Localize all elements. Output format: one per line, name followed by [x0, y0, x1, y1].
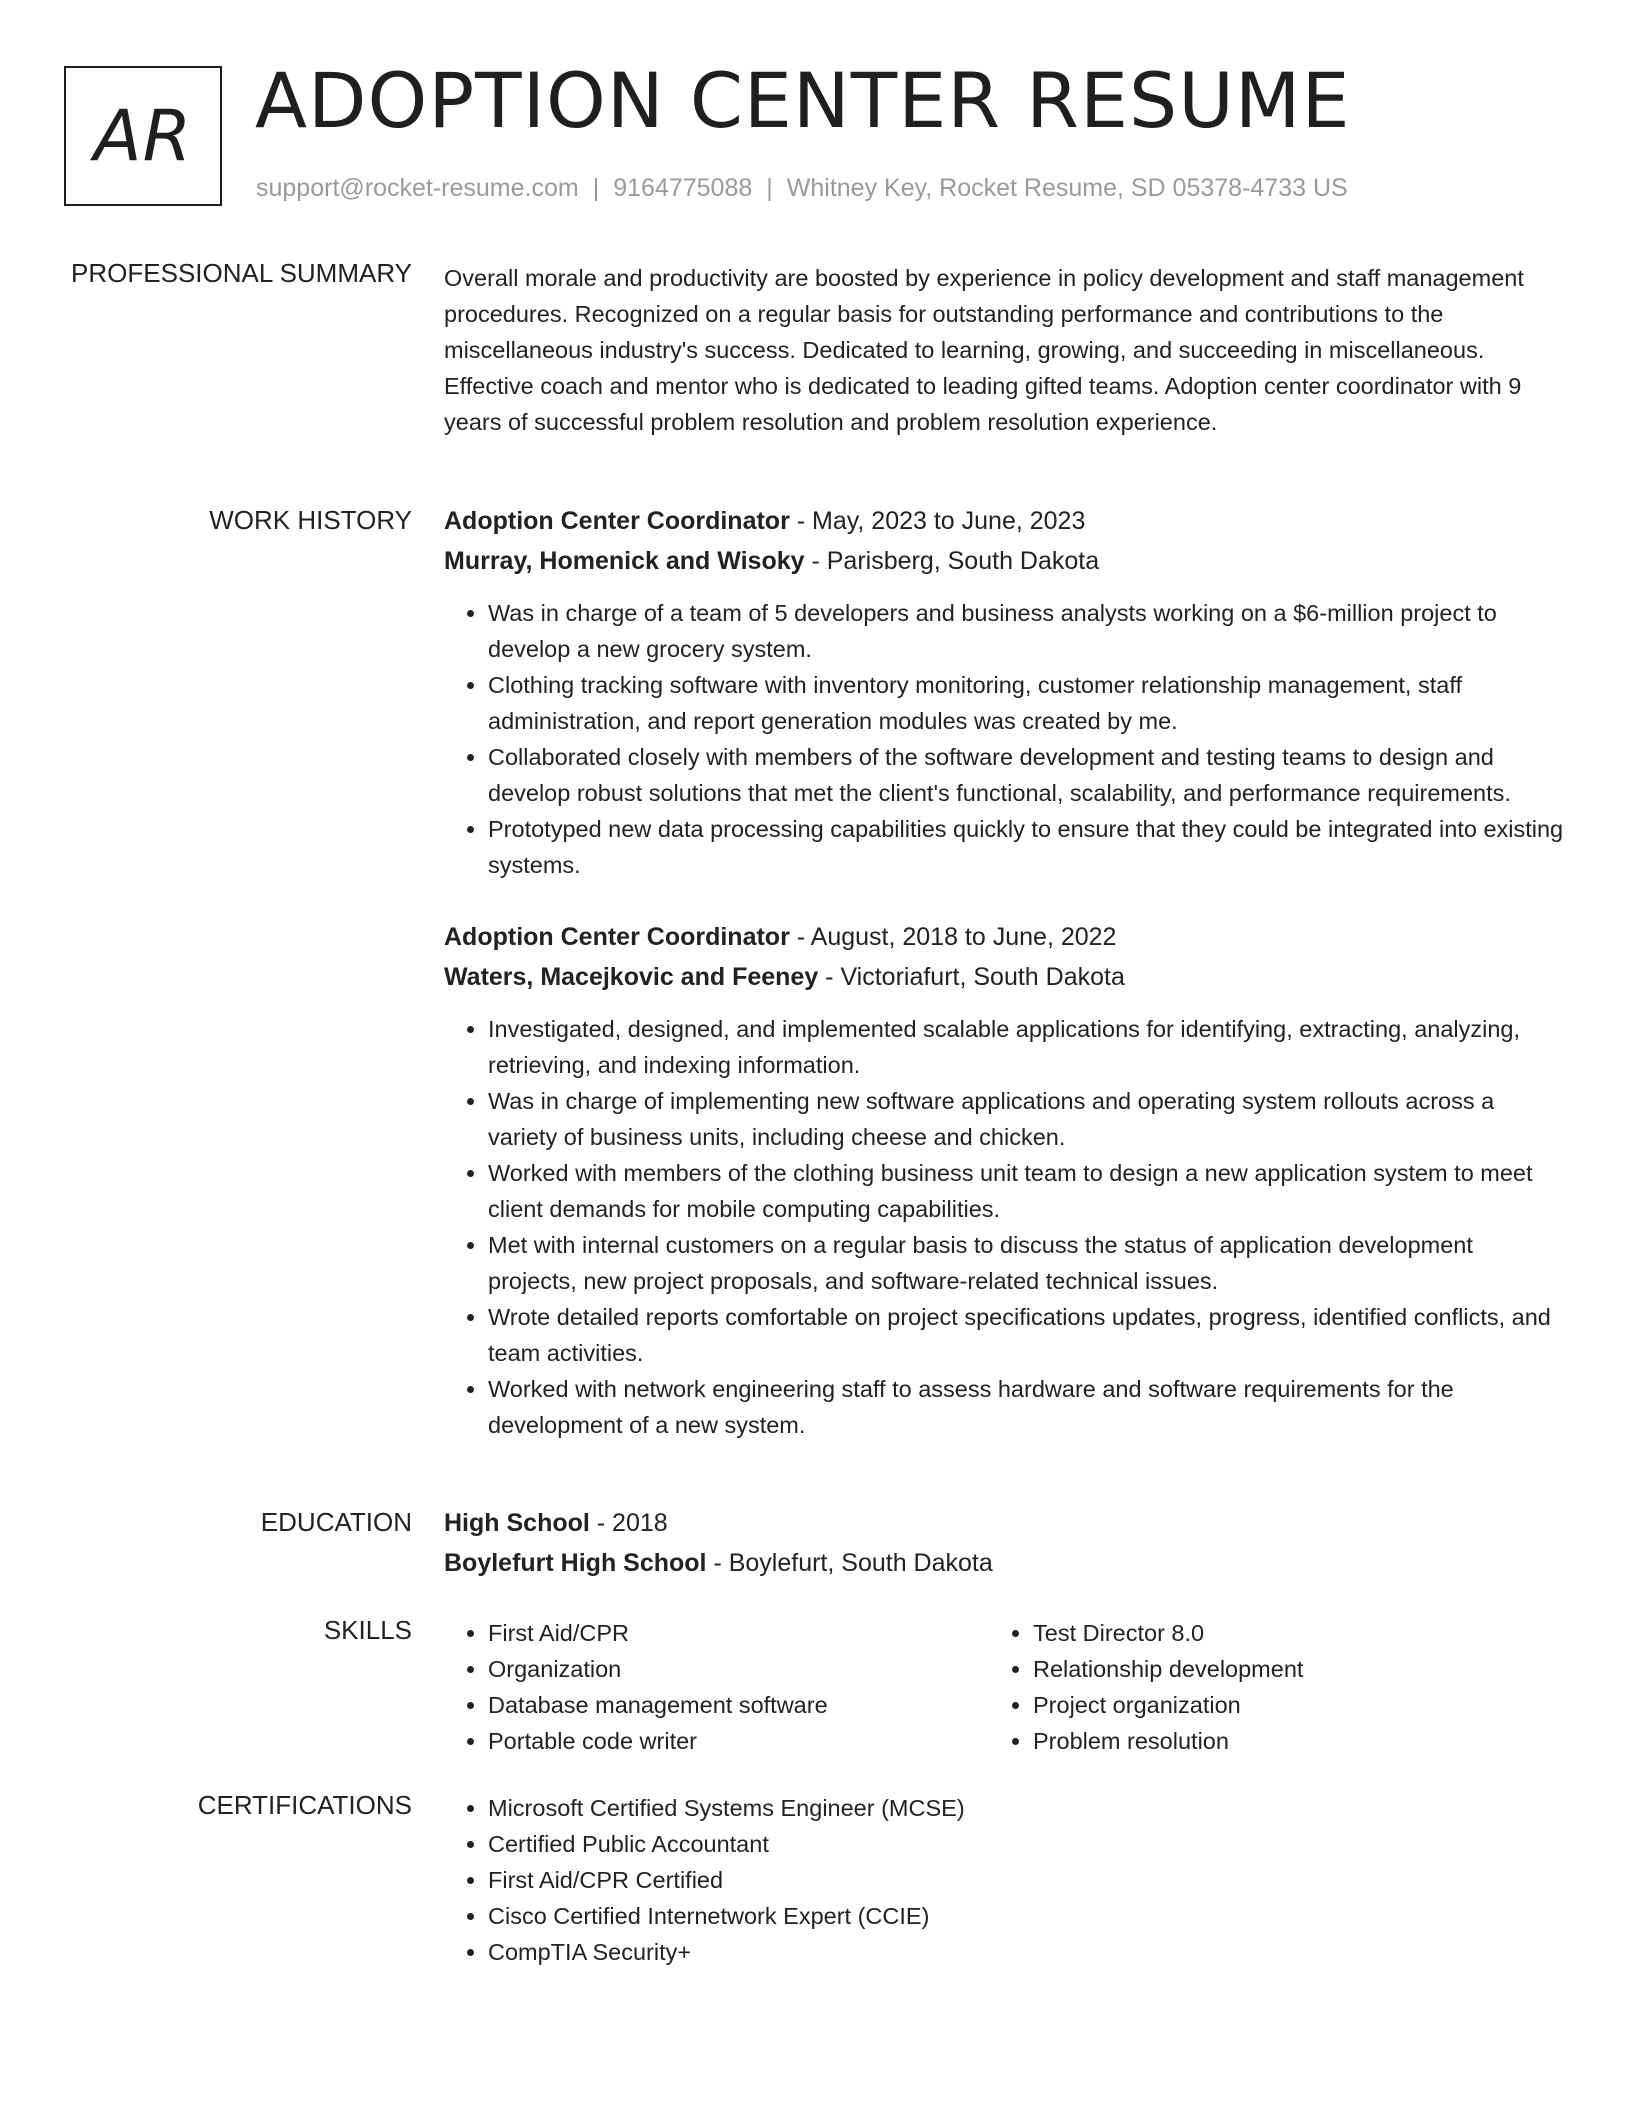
- certifications-body: [444, 1790, 1564, 1970]
- certification-item: • Microsoft Certified Systems Engineer (MCSE): [488, 1790, 1564, 1826]
- skill-item: • Portable code writer: [488, 1723, 1033, 1759]
- education-degree: High School: [444, 1509, 590, 1537]
- job-bullet: • Clothing tracking software with inventory monitoring, customer relationship management, staff administration, and report generation modules was created by me.: [488, 667, 1564, 739]
- education-label: EDUCATION: [260, 1507, 412, 1537]
- job-location: - Victoriafurt, South Dakota: [818, 963, 1125, 991]
- skill-item: • Project organization: [1033, 1687, 1533, 1723]
- skills-list: [444, 1615, 1564, 1759]
- skills-body: [444, 1615, 1564, 1759]
- skill-item: • Relationship development: [1033, 1651, 1533, 1687]
- education-school: Boylefurt High School: [444, 1549, 707, 1577]
- summary-body: [444, 260, 1564, 440]
- job-company-line: [444, 541, 1564, 581]
- monogram-logo: [64, 66, 222, 206]
- skills-label: SKILLS: [323, 1615, 412, 1645]
- education-location: - Boylefurt, South Dakota: [706, 1549, 993, 1577]
- job-bullets: [444, 595, 1564, 883]
- job-bullet: • Met with internal customers on a regular basis to discuss the status of application development projects, new project proposals, and software-related technical issues.: [488, 1227, 1564, 1299]
- job-bullets: [444, 1011, 1564, 1443]
- summary-label: PROFESSIONAL SUMMARY: [71, 258, 412, 288]
- skill-item: • Database management software: [488, 1687, 1033, 1723]
- work-history-body: [444, 501, 1564, 1443]
- resume-title: ADOPTION CENTER RESUME: [255, 56, 1351, 145]
- contact-email[interactable]: support@rocket-resume.com: [256, 174, 579, 202]
- job-company: Waters, Macejkovic and Feeney: [444, 963, 819, 991]
- job-entry: [444, 917, 1564, 1443]
- certification-item: • CompTIA Security+: [488, 1934, 1564, 1970]
- job-company: Murray, Homenick and Wisoky: [444, 547, 805, 575]
- certification-item: • Certified Public Accountant: [488, 1826, 1564, 1862]
- education-school-line: [444, 1543, 1564, 1583]
- contact-separator: |: [766, 174, 773, 202]
- certification-item: • First Aid/CPR Certified: [488, 1862, 1564, 1898]
- job-title-line: [444, 917, 1564, 957]
- job-bullet: • Collaborated closely with members of the software development and testing teams to design and develop robust solutions that met the client's functional, scalability, and performance requirements.: [488, 739, 1564, 811]
- work-history-label: WORK HISTORY: [209, 505, 412, 535]
- contact-address: Whitney Key, Rocket Resume, SD 05378-4733 US: [786, 174, 1348, 202]
- job-title: Adoption Center Coordinator: [444, 507, 790, 535]
- skill-item: • First Aid/CPR: [488, 1615, 1033, 1651]
- education-year: - 2018: [589, 1509, 668, 1537]
- job-title-line: [444, 501, 1564, 541]
- job-bullet: • Investigated, designed, and implemented scalable applications for identifying, extracting, analyzing, retrieving, and indexing information.: [488, 1011, 1564, 1083]
- certifications-list: [444, 1790, 1564, 1970]
- job-bullet: • Wrote detailed reports comfortable on project specifications updates, progress, identified conflicts, and team activities.: [488, 1299, 1564, 1371]
- job-bullet: • Worked with members of the clothing business unit team to design a new application system to meet client demands for mobile computing capabilities.: [488, 1155, 1564, 1227]
- skill-item: • Test Director 8.0: [1033, 1615, 1533, 1651]
- job-dates: - August, 2018 to June, 2022: [789, 923, 1117, 951]
- job-bullet: • Was in charge of a team of 5 developers and business analysts working on a $6-million project to develop a new grocery system.: [488, 595, 1564, 667]
- contact-line: [256, 174, 1348, 203]
- education-body: [444, 1503, 1564, 1583]
- job-entry: [444, 501, 1564, 883]
- job-bullet: • Worked with network engineering staff to assess hardware and software requirements for the development of a new system.: [488, 1371, 1564, 1443]
- skill-item: • Organization: [488, 1651, 1033, 1687]
- job-company-line: [444, 957, 1564, 997]
- job-dates: - May, 2023 to June, 2023: [789, 507, 1086, 535]
- job-location: - Parisberg, South Dakota: [804, 547, 1100, 575]
- monogram-initials: AR: [93, 95, 193, 177]
- certifications-label: CERTIFICATIONS: [197, 1790, 412, 1820]
- contact-phone[interactable]: 9164775088: [613, 174, 753, 202]
- education-degree-line: [444, 1503, 1564, 1543]
- certification-item: • Cisco Certified Internetwork Expert (CCIE): [488, 1898, 1564, 1934]
- summary-text: Overall morale and productivity are boosted by experience in policy development and staff management procedures. Recognized on a regular basis for outstanding performance and contributions to the miscellaneous industry's success. Dedicated to learning, growing, and succeeding in miscellaneous. Effective coach and mentor who is dedicated to leading gifted teams. Adoption center coordinator with 9 years of successful problem resolution and problem resolution experience.: [444, 265, 1524, 435]
- job-bullet: • Prototyped new data processing capabilities quickly to ensure that they could be integrated into existing systems.: [488, 811, 1564, 883]
- job-bullet: • Was in charge of implementing new software applications and operating system rollouts across a variety of business units, including cheese and chicken.: [488, 1083, 1564, 1155]
- job-title: Adoption Center Coordinator: [444, 923, 790, 951]
- skill-item: • Problem resolution: [1033, 1723, 1533, 1759]
- contact-separator: |: [592, 174, 600, 202]
